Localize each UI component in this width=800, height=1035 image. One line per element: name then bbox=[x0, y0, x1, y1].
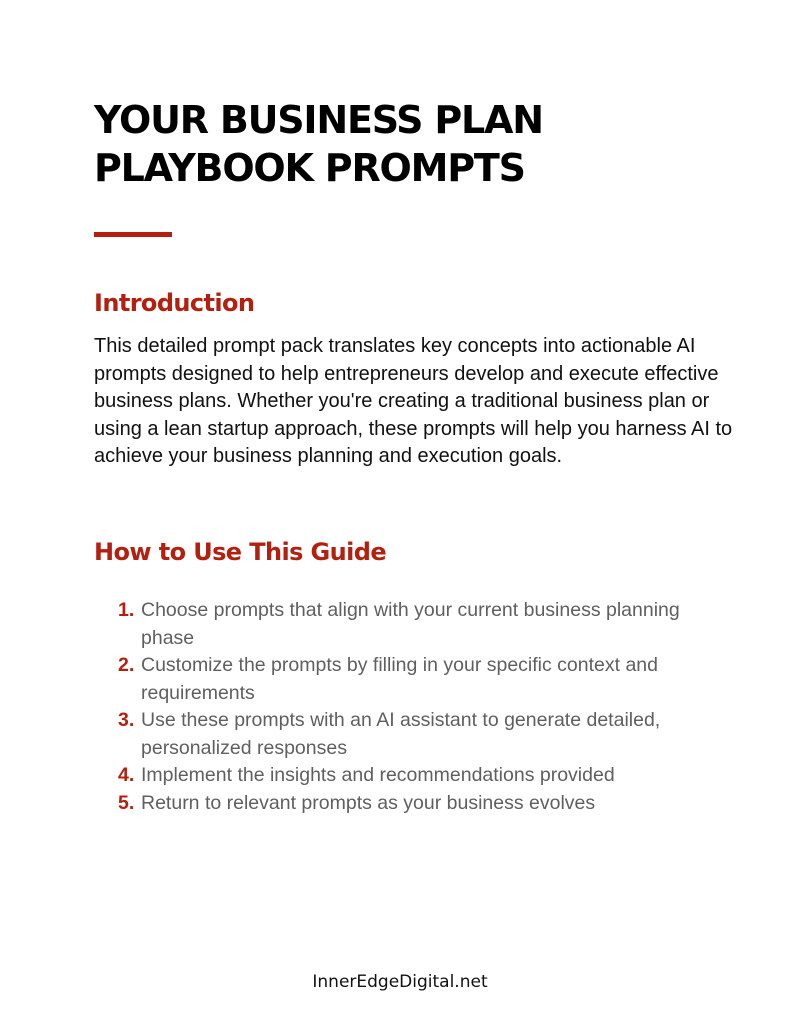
list-item bbox=[94, 652, 734, 707]
how-to-use-heading: How to Use This Guide bbox=[94, 538, 387, 566]
step-text: Implement the insights and recommendations provided bbox=[141, 764, 615, 786]
page-title bbox=[94, 96, 734, 192]
step-text: Customize the prompts by filling in your specific context and requirements bbox=[141, 654, 658, 704]
step-text: Use these prompts with an AI assistant to generate detailed, personalized responses bbox=[141, 709, 661, 759]
step-number: 4. bbox=[118, 764, 135, 786]
introduction-heading: Introduction bbox=[94, 289, 255, 317]
step-text: Choose prompts that align with your current business planning phase bbox=[141, 599, 680, 649]
footer-site-name: InnerEdgeDigital.net bbox=[312, 972, 488, 992]
step-number: 1. bbox=[118, 599, 135, 621]
list-item bbox=[94, 707, 734, 762]
page-title-line-1: YOUR BUSINESS PLAN bbox=[94, 98, 543, 142]
list-item bbox=[94, 762, 734, 790]
step-text: Return to relevant prompts as your business evolves bbox=[141, 791, 596, 814]
list-item bbox=[94, 597, 734, 652]
page-title-line-2: PLAYBOOK PROMPTS bbox=[94, 146, 525, 190]
step-number: 5. bbox=[118, 791, 135, 814]
step-number: 3. bbox=[118, 709, 135, 731]
title-accent-divider bbox=[94, 232, 172, 237]
list-item bbox=[94, 790, 734, 818]
introduction-paragraph: This detailed prompt pack translates key concepts into actionable AI prompts designed to help entrepreneurs develop and execute effective business plans. Whether you're creating a traditional business plan or using a lean startup approach, these prompts will help you harness AI to achieve your business planning and execution goals. bbox=[94, 335, 733, 467]
how-to-use-steps-list bbox=[94, 597, 734, 817]
step-number: 2. bbox=[118, 654, 135, 676]
